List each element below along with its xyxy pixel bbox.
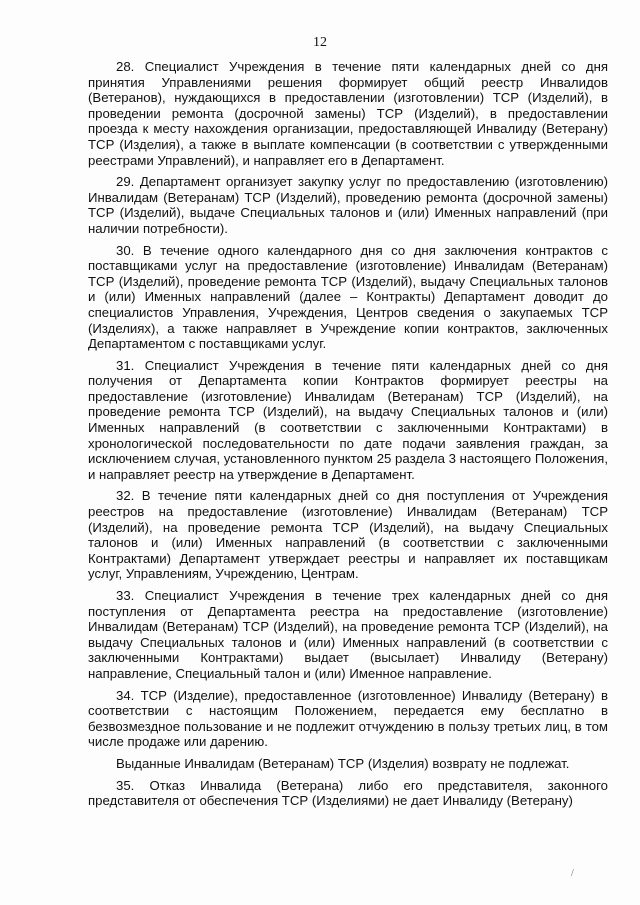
paragraph-29: 29. Департамент организует закупку услуг по предоставлению (изготовлению) Инвалидам (Ветеранам) ТСР (Изделий), проведению ремонта (досрочной замены) ТСР (Изделий), выдаче Специальных талонов и (или) Именных направлений (при наличии потребности). [88,174,608,236]
paragraph-33: 33. Специалист Учреждения в течение трех календарных дней со дня поступления от Департамента реестра на предоставление (изготовление) Инвалидам (Ветеранам) ТСР (Изделий), на проведение ремонта ТСР (Изделий), на выдачу Специальных талонов и (или) Именных направлений (в соответствии с заключенными Контрактами) выдает (высылает) Инвалиду (Ветерану) направление, Специальный талон и (или) Именное направление. [88,588,608,681]
paragraph-32: 32. В течение пяти календарных дней со дня поступления от Учреждения реестров на предоставление (изготовление) Инвалидам (Ветеранам) ТСР (Изделий), на проведение ремонта ТСР (Изделий), на выдачу Специальных талонов и (или) Именных направлений (в соответствии с заключенными Контрактами) Департамент утверждает реестры и направляет их поставщикам услуг, Управлениям, Учреждению, Центрам. [88,488,608,582]
paragraph-34: 34. ТСР (Изделие), предоставленное (изготовленное) Инвалиду (Ветерану) в соответствии с настоящим Положением, передается ему бесплатно в безвозмездное пользование и не подлежит отчуждению в пользу третьих лиц, в том числе продаже или дарению. [88,687,608,750]
paragraph-31: 31. Специалист Учреждения в течение пяти календарных дней со дня получения от Департамента копии Контрактов формирует реестры на предоставление (изготовление) Инвалидам (Ветеранам) ТСР (Изделий), на проведение ремонта ТСР (Изделий), на выдачу Специальных талонов и (или) Именных направлений (в соответствии с заключенными Контрактами) в хронологической последовательности по дате подачи заявления граждан, за исключением случая, установленного пунктом 25 раздела 3 настоящего Положения, и направляет реестр на утверждение в Департамент. [88,357,608,482]
paragraph-30: 30. В течение одного календарного дня со дня заключения контрактов с поставщиками услуг на предоставление (изготовление) Инвалидам (Ветеранам) ТСР (Изделий), проведение ремонта ТСР (Изделий), выдачу Специальных талонов и (или) Именных направлений (далее – Контракты) Департамент доводит до специалистов Управления, Учреждения, Центров сведения о закупаемых ТСР (Изделиях), а также направляет в Учреждение копии контрактов, заключенных Департаментом с поставщиками услуг. [88,242,608,352]
scan-mark: / [571,868,574,879]
paragraph-35: 35. Отказ Инвалида (Ветерана) либо его представителя, законного представителя от обеспечения ТСР (Изделиями) не дает Инвалиду (Ветерану) [88,777,608,809]
paragraph-28: 28. Специалист Учреждения в течение пяти календарных дней со дня принятия Управлениями решения формирует общий реестр Инвалидов (Ветеранов), нуждающихся в предоставлении (изготовлении) ТСР (Изделий), в проведении ремонта (досрочной замены) ТСР (Изделий), в предоставлении проезда к месту нахождения организации, предоставляющей Инвалиду (Ветерану) ТСР (Изделия), а также в выплате компенсации (в соответствии с утвержденными реестрами Управлений), и направляет его в Департамент. [88,59,608,168]
body-text [88,59,608,809]
page-number: 12 [313,35,327,50]
paragraph-34-note: Выданные Инвалидам (Ветеранам) ТСР (Изделия) возврату не подлежат. [116,755,570,771]
